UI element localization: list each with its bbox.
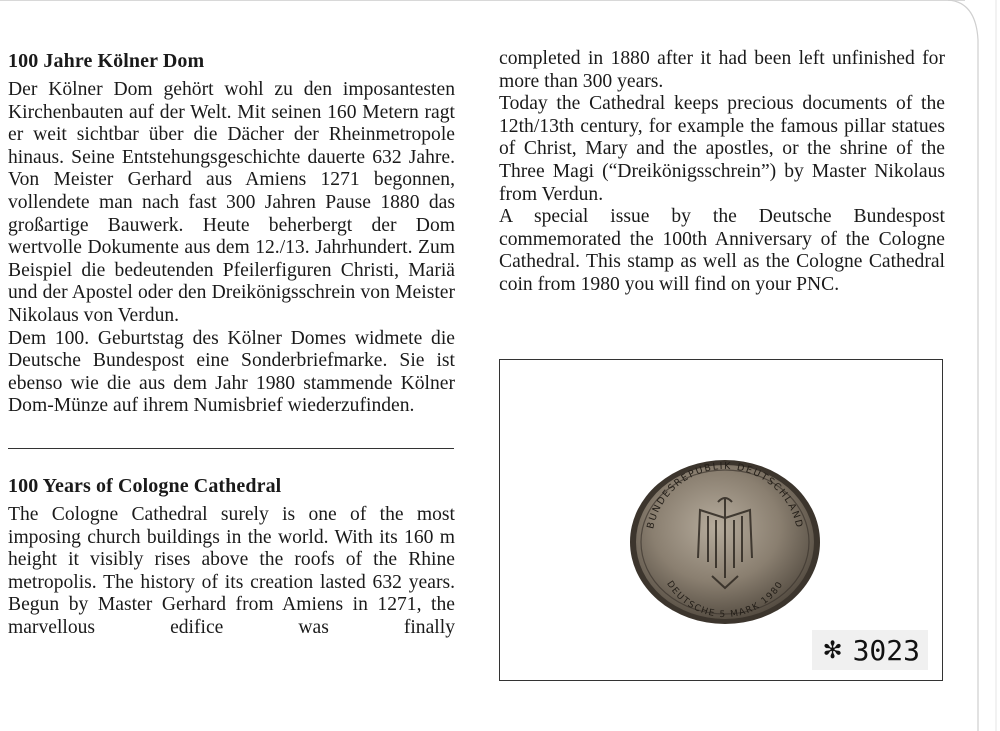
top-border	[0, 0, 965, 1]
english-paragraph-treasures: Today the Cathedral keeps precious documents of the 12th/13th century, for example the famous pillar statues of Christ, Mary and the apostles, or the shrine of the Three Magi (“Dreikönigsschrein”) by Master Nikolaus from Verdun.	[499, 93, 945, 205]
english-heading: 100 Years of Cologne Cathedral	[8, 474, 282, 497]
german-paragraph-2: Dem 100. Geburtstag des Kölner Domes widmete die Deutsche Bundespost eine Sonderbriefmarke. Sie ist ebenso wie die aus dem Jahr 1980 stammende Kölner Dom-Münze auf ihrem Numisbrief wiederzufinden.	[8, 327, 455, 417]
serial-number-label	[812, 630, 928, 670]
envelope-right-edge	[948, 0, 1000, 731]
english-paragraph-left: The Cologne Cathedral surely is one of the most imposing church buildings in the world. With its 160 m height it visibly rises above the roofs of the Rhine metropolis. The history of its creation lasted 632 years. Begun by Master Gerhard from Amiens in 1271, the marvellous edifice was finally	[8, 503, 455, 638]
german-paragraph-1: Der Kölner Dom gehört wohl zu den imposantesten Kirchenbauten auf der Welt. Mit seinen 160 Metern ragt er weit sichtbar über die Dächer der Rheinmetropole hinaus. Seine Entstehungsgeschichte dauerte 632 Jahre. Von Meister Gerhard aus Amiens 1271 begonnen, vollendete man nach fast 300 Jahren Pause 1880 das großartige Bauwerk. Heute beherbergt der Dom wertvolle Dokumente aus dem 12./13. Jahrhundert. Zum Beispiel die bedeutenden Pfeilerfiguren Christi, Mariä und der Apostel oder den Dreikönigsschrein von Meister Nikolaus von Verdun.	[8, 79, 455, 326]
coin-inscription-top: BUNDESREPUBLIK DEUTSCHLAND	[645, 460, 805, 530]
german-heading: 100 Jahre Kölner Dom	[8, 50, 205, 72]
coin-window	[499, 359, 943, 681]
asterisk-icon: ✻	[822, 636, 843, 664]
english-paragraph-continued: completed in 1880 after it had been left unfinished for more than 300 years.	[499, 48, 945, 92]
left-column	[8, 50, 455, 639]
coin	[628, 458, 822, 626]
right-column	[499, 48, 945, 297]
serial-number: 3023	[852, 633, 920, 667]
english-paragraph-special-issue: A special issue by the Deutsche Bundespost commemorated the 100th Anniversary of the Cologne Cathedral. This stamp as well as the Cologne Cathedral coin from 1980 you will find on your PNC.	[499, 206, 945, 295]
coin-inscription-bottom: DEUTSCHE 5 MARK 1980	[664, 579, 786, 621]
section-divider	[8, 448, 454, 449]
coin-image	[628, 458, 822, 626]
